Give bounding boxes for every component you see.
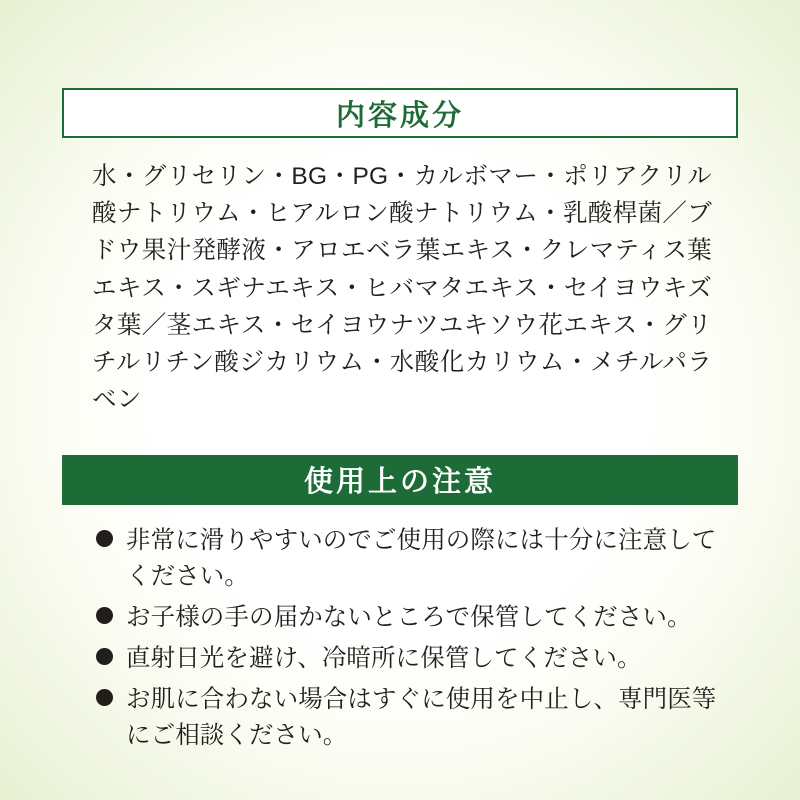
ingredients-text: 水・グリセリン・BG・PG・カルボマー・ポリアクリル酸ナトリウム・ヒアルロン酸ナトリウム・乳酸桿菌／ブドウ果汁発酵液・アロエベラ葉エキス・クレマティス葉エキス・スギナエキス・ヒバマタエキス・セイヨウキズタ葉／茎エキス・セイヨウナツユキソウ花エキス・グリチルリチン酸ジカリウム・水酸化カリウム・メチルパラベン (92, 163, 712, 414)
list-item-label: 直射日光を避け、冷暗所に保管してください。 (126, 644, 642, 672)
bullet-icon (96, 607, 113, 624)
list-item-label: お子様の手の届かないところで保管してください。 (126, 604, 692, 632)
list-item-label: 非常に滑りやすいのでご使用の際には十分に注意してください。 (126, 526, 717, 591)
content-column (62, 88, 738, 759)
ingredients-heading: 内容成分 (335, 99, 464, 132)
ingredients-section-header (62, 88, 738, 138)
list-item (96, 641, 724, 678)
bullet-icon (96, 689, 113, 706)
list-item-label: お肌に合わない場合はすぐに使用を中止し、専門医等にご相談ください。 (126, 685, 717, 750)
list-item (96, 682, 724, 756)
list-item (96, 600, 724, 637)
bullet-icon (96, 648, 113, 665)
cautions-list (62, 523, 738, 756)
cautions-heading: 使用上の注意 (303, 466, 496, 499)
bullet-icon (96, 530, 113, 547)
cautions-section-header (62, 455, 738, 505)
list-item (96, 523, 724, 597)
